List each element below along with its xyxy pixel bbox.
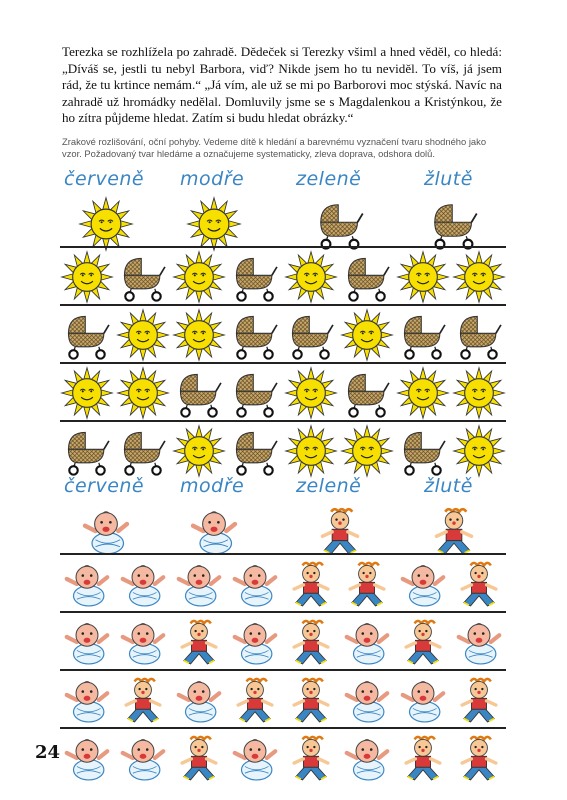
baby-icon bbox=[172, 557, 226, 611]
pram-icon bbox=[228, 366, 282, 420]
story-text: Terezka se rozhlížela po zahradě. Dědeček si Terezky všiml a hned věděl, co hledá: „Díváš se, jestli tu nebyl Barbora, viď? Nikde jsem ho tu neviděl. To víš, já jsem rád, že tu krtince nemám.“ „Já vím, ale už se mi po Barborovi moc stýská. Navíc na zahradě už hromádky nedělal. Domluvily jsme se s Magdalenkou a Kristýnkou, že ho zítra půjdeme hledat. Zatím si budu hledat obrázky.“ bbox=[62, 44, 502, 126]
sun-icon bbox=[78, 196, 134, 252]
clown-icon bbox=[284, 673, 338, 727]
baby-icon bbox=[116, 731, 170, 785]
clown-icon bbox=[284, 615, 338, 669]
sun-icon bbox=[396, 250, 450, 304]
row-divider bbox=[60, 420, 506, 422]
sun-icon bbox=[116, 366, 170, 420]
color-label: žlutě bbox=[424, 475, 473, 497]
pram-icon bbox=[396, 424, 450, 478]
clown-icon bbox=[340, 557, 394, 611]
clown-icon bbox=[172, 615, 226, 669]
pram-icon bbox=[228, 250, 282, 304]
clown-icon bbox=[116, 673, 170, 727]
color-label: zeleně bbox=[296, 475, 362, 497]
pram-icon bbox=[426, 196, 482, 252]
pram-icon bbox=[172, 366, 226, 420]
color-label: modře bbox=[180, 168, 245, 190]
clown-icon bbox=[228, 673, 282, 727]
row-divider bbox=[60, 304, 506, 306]
baby-icon bbox=[60, 673, 114, 727]
pram-icon bbox=[396, 308, 450, 362]
row-divider bbox=[60, 246, 506, 248]
clown-icon bbox=[284, 557, 338, 611]
clown-icon bbox=[396, 731, 450, 785]
sun-icon bbox=[340, 308, 394, 362]
sun-icon bbox=[116, 308, 170, 362]
pram-icon bbox=[312, 196, 368, 252]
clown-icon bbox=[284, 731, 338, 785]
pram-icon bbox=[60, 424, 114, 478]
color-label: zeleně bbox=[296, 168, 362, 190]
baby-icon bbox=[116, 557, 170, 611]
sun-icon bbox=[186, 196, 242, 252]
baby-icon bbox=[60, 557, 114, 611]
row-divider bbox=[60, 362, 506, 364]
baby-icon bbox=[228, 557, 282, 611]
pram-icon bbox=[228, 308, 282, 362]
sun-icon bbox=[284, 366, 338, 420]
baby-icon bbox=[172, 673, 226, 727]
color-label: červeně bbox=[64, 168, 145, 190]
baby-icon bbox=[340, 615, 394, 669]
sun-icon bbox=[172, 250, 226, 304]
sun-icon bbox=[396, 366, 450, 420]
instruction-text: Zrakové rozlišování, oční pohyby. Vedeme dítě k hledání a barevnému vyznačení tvaru shodného jako vzor. Požadovaný tvar hledáme a označujeme systematicky, zleva doprava, odshora dolů. bbox=[62, 136, 487, 160]
row-divider bbox=[60, 669, 506, 671]
sun-icon bbox=[452, 424, 506, 478]
baby-icon bbox=[340, 673, 394, 727]
baby-icon bbox=[396, 557, 450, 611]
sun-icon bbox=[452, 250, 506, 304]
sun-icon bbox=[60, 250, 114, 304]
pram-icon bbox=[60, 308, 114, 362]
row-divider bbox=[60, 553, 506, 555]
pram-icon bbox=[452, 308, 506, 362]
sun-icon bbox=[452, 366, 506, 420]
baby-icon bbox=[78, 503, 134, 559]
clown-icon bbox=[452, 673, 506, 727]
pram-icon bbox=[340, 250, 394, 304]
sun-icon bbox=[60, 366, 114, 420]
pram-icon bbox=[340, 366, 394, 420]
baby-icon bbox=[116, 615, 170, 669]
baby-icon bbox=[396, 673, 450, 727]
baby-icon bbox=[452, 615, 506, 669]
clown-icon bbox=[452, 731, 506, 785]
baby-icon bbox=[186, 503, 242, 559]
clown-icon bbox=[396, 615, 450, 669]
pram-icon bbox=[228, 424, 282, 478]
clown-icon bbox=[426, 503, 482, 559]
pram-icon bbox=[116, 250, 170, 304]
sun-icon bbox=[172, 308, 226, 362]
color-label: červeně bbox=[64, 475, 145, 497]
sun-icon bbox=[284, 250, 338, 304]
sun-icon bbox=[172, 424, 226, 478]
sun-icon bbox=[284, 424, 338, 478]
page-number: 24 bbox=[35, 742, 61, 763]
row-divider bbox=[60, 727, 506, 729]
baby-icon bbox=[228, 731, 282, 785]
clown-icon bbox=[172, 731, 226, 785]
baby-icon bbox=[60, 615, 114, 669]
pram-icon bbox=[116, 424, 170, 478]
clown-icon bbox=[312, 503, 368, 559]
row-divider bbox=[60, 611, 506, 613]
sun-icon bbox=[340, 424, 394, 478]
baby-icon bbox=[60, 731, 114, 785]
pram-icon bbox=[284, 308, 338, 362]
color-label: žlutě bbox=[424, 168, 473, 190]
baby-icon bbox=[228, 615, 282, 669]
baby-icon bbox=[340, 731, 394, 785]
clown-icon bbox=[452, 557, 506, 611]
color-label: modře bbox=[180, 475, 245, 497]
